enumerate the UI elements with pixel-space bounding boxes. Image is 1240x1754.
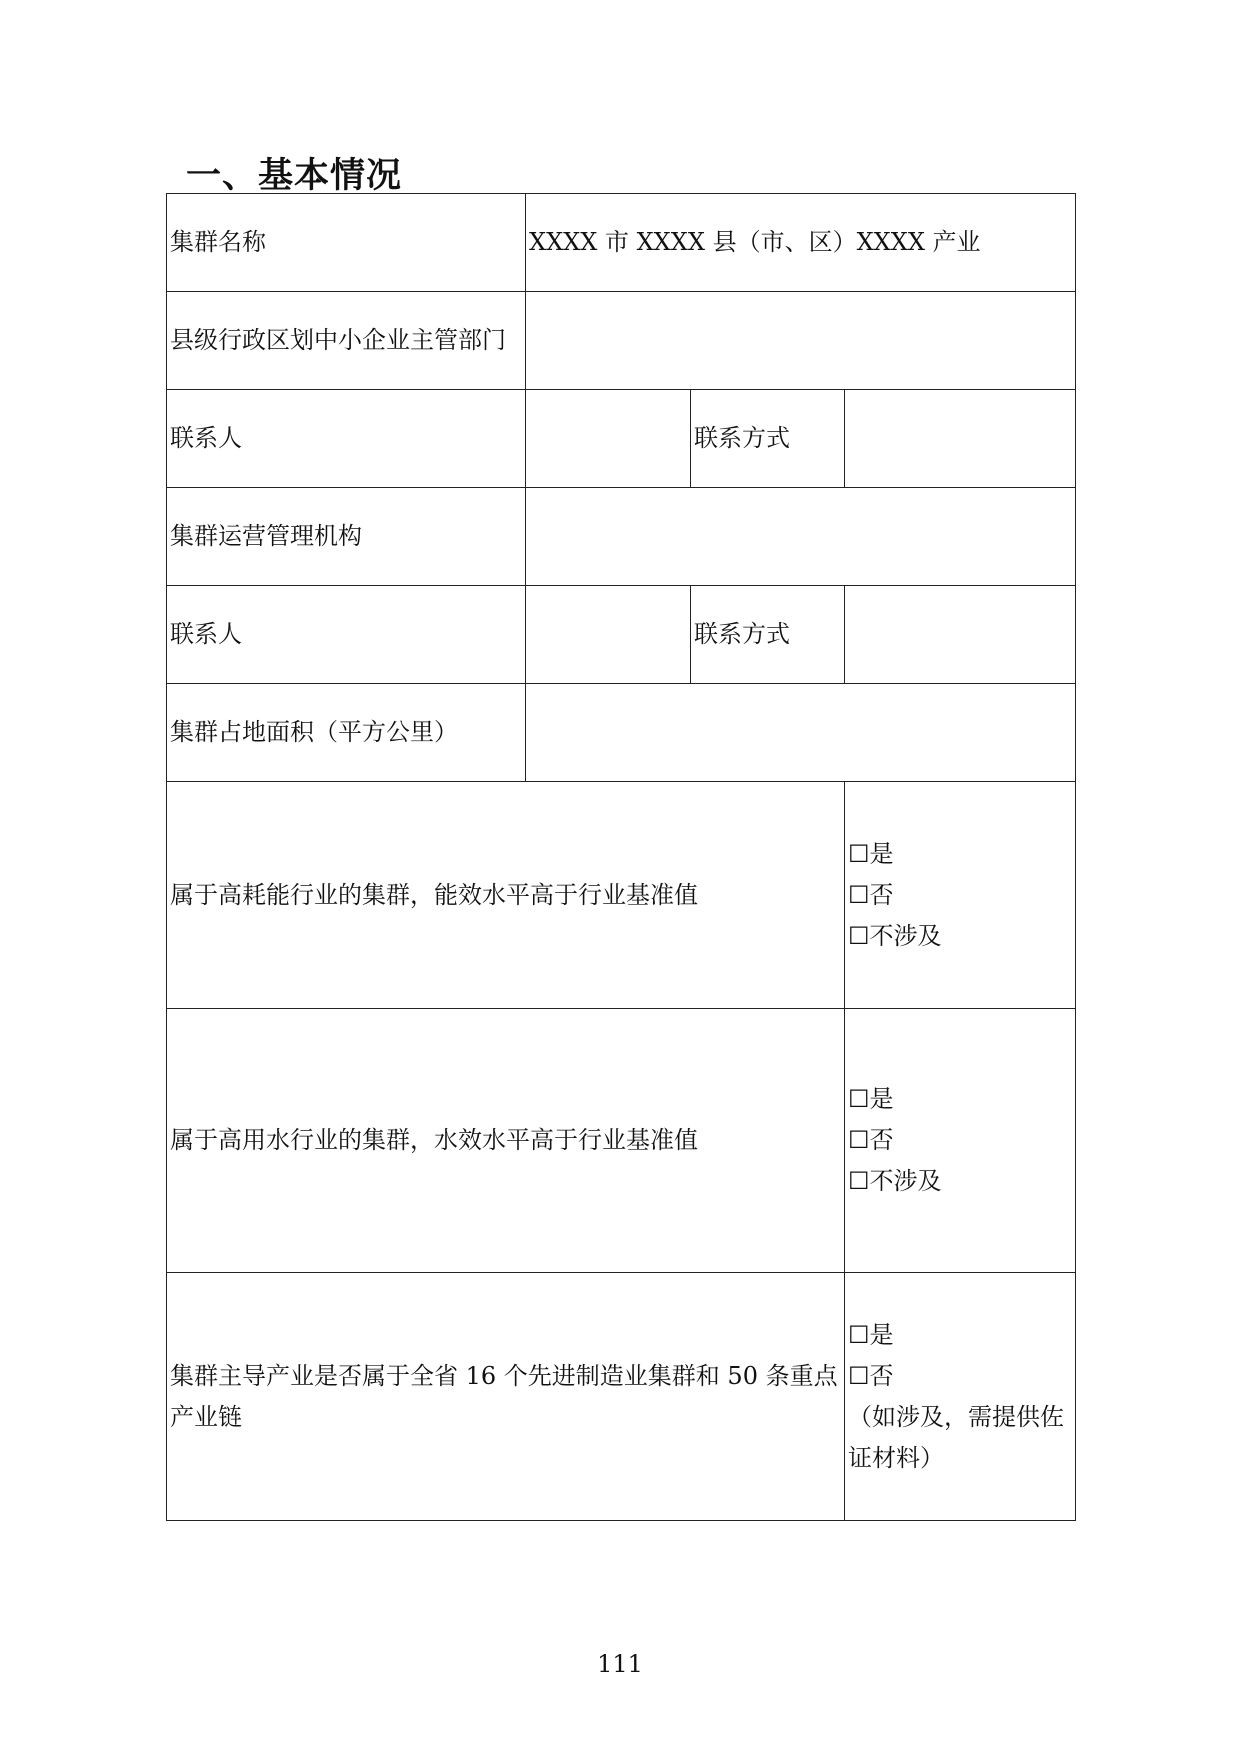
industry-option-no[interactable]: ☐否	[848, 1361, 894, 1390]
water-question: 属于高用水行业的集群，水效水平高于行业基准值	[167, 1009, 845, 1273]
energy-option-na[interactable]: ☐不涉及	[848, 921, 942, 950]
operator-value[interactable]	[526, 488, 1076, 586]
contact2-label: 联系人	[167, 586, 526, 684]
cluster-name-label: 集群名称	[167, 194, 526, 292]
row-water	[167, 1009, 1076, 1273]
row-operator	[167, 488, 1076, 586]
area-value[interactable]	[526, 684, 1076, 782]
area-label: 集群占地面积（平方公里）	[167, 684, 526, 782]
water-option-no[interactable]: ☐否	[848, 1126, 894, 1154]
industry-option-yes[interactable]: ☐是	[848, 1320, 894, 1349]
energy-option-yes[interactable]: ☐是	[848, 839, 894, 868]
energy-question: 属于高耗能行业的集群，能效水平高于行业基准值	[167, 782, 845, 1009]
contact1-phone-value[interactable]	[845, 390, 1076, 488]
contact2-value[interactable]	[526, 586, 691, 684]
section-title: 一、基本情况	[186, 156, 403, 196]
row-contact-2	[167, 586, 1076, 684]
row-industry	[167, 1273, 1076, 1521]
contact1-phone-label: 联系方式	[691, 390, 845, 488]
row-area	[167, 684, 1076, 782]
operator-label: 集群运营管理机构	[167, 488, 526, 586]
energy-option-no[interactable]: ☐否	[848, 880, 894, 909]
water-options	[845, 1009, 1076, 1273]
basic-info-table	[166, 193, 1076, 1521]
water-option-yes[interactable]: ☐是	[848, 1085, 894, 1113]
cluster-name-value[interactable]: XXXX 市 XXXX 县（市、区）XXXX 产业	[526, 194, 1076, 292]
contact2-phone-label: 联系方式	[691, 586, 845, 684]
industry-note: （如涉及，需提供佐证材料）	[848, 1402, 1064, 1472]
water-option-na[interactable]: ☐不涉及	[848, 1167, 942, 1195]
row-county-dept	[167, 292, 1076, 390]
contact1-label: 联系人	[167, 390, 526, 488]
county-dept-value[interactable]	[526, 292, 1076, 390]
row-energy	[167, 782, 1076, 1009]
row-contact-1	[167, 390, 1076, 488]
contact1-value[interactable]	[526, 390, 691, 488]
industry-options	[845, 1273, 1076, 1521]
contact2-phone-value[interactable]	[845, 586, 1076, 684]
row-cluster-name	[167, 194, 1076, 292]
county-dept-label: 县级行政区划中小企业主管部门	[167, 292, 526, 390]
page-number: 111	[597, 1650, 643, 1678]
energy-options	[845, 782, 1076, 1009]
industry-question: 集群主导产业是否属于全省 16 个先进制造业集群和 50 条重点产业链	[167, 1273, 845, 1521]
